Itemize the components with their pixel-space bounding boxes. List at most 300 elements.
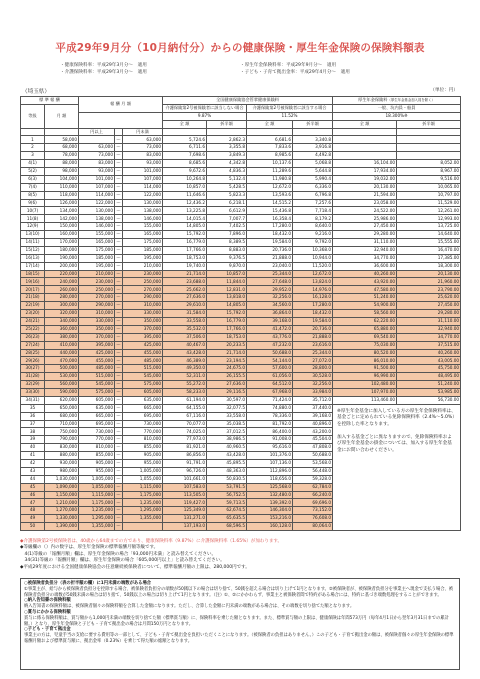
prefecture-label: （埼玉県） [22, 89, 50, 95]
cell-kaigo-half: 45,504.0 [293, 436, 333, 444]
cell-kaigo-half: 9,792.0 [293, 239, 333, 247]
cell-grade: 12(9) [21, 223, 45, 231]
cell-pension-full: 54,900.00 [333, 302, 397, 310]
table-row [21, 239, 461, 247]
cell-health-half: 65,635.5 [207, 515, 247, 523]
cell-grade: 3 [21, 152, 45, 160]
cell-health-half: 9,376.5 [207, 254, 247, 262]
cell-pension-full: 17,934.00 [333, 168, 397, 176]
cell-range-sep: ～ [115, 262, 123, 270]
cell-health-full: 46,389.0 [163, 357, 207, 365]
cell-monthly: 118,000 [45, 191, 79, 199]
cell-range-sep: ～ [115, 310, 123, 318]
cell-range-to: 730,000 [123, 420, 163, 428]
cell-range-sep: ～ [115, 199, 123, 207]
cell-range-to: 455,000 [123, 349, 163, 357]
table-row [21, 325, 461, 333]
footnote: 4(1)等級の「報酬月額」欄は、厚生年金保険の場合「93,000円未満」と読み替えてください。 [20, 551, 216, 557]
cell-range-from: 290,000 [79, 302, 115, 310]
cell-range-sep: ～ [115, 373, 123, 381]
cell-pension-half: 9,516.00 [397, 175, 461, 183]
cell-kaigo-half: 14,976.0 [293, 286, 333, 294]
cell-range-sep: ～ [115, 475, 123, 483]
cell-pension-full: 47,580.00 [333, 286, 397, 294]
general-header: 一般、坑内員・船員 [333, 104, 461, 112]
cell-health-full: 119,427.0 [163, 499, 207, 507]
cell-range-from: 1,235,000 [79, 507, 115, 515]
cell-monthly: 880,000 [45, 452, 79, 460]
cell-range-sep: ～ [115, 436, 123, 444]
unit-label: （単位：円） [430, 88, 458, 93]
cell-kaigo-full: 25,344.0 [247, 270, 293, 278]
cell-health-half: 6,612.9 [207, 207, 247, 215]
cell-range-from: 230,000 [79, 278, 115, 286]
cell-health-half: 21,714.0 [207, 349, 247, 357]
cell-range-from: 175,000 [79, 246, 115, 254]
explain-text: 賞与に係る保険料額は、賞与額から1,000円未満の端数を切り捨てた額（標準賞与額）に、保険料率を乗じた額となります。また、標準賞与額の上限は、健康保険は年間573万円（毎年4月1日から翌年3月31日までの累計額。）となり、厚生年金保険と子ども・子育て拠出金の場合は月間150万円となります。 [24, 615, 449, 627]
cell-grade: 19(16) [21, 278, 45, 286]
cell-pension-half: 31,110.00 [397, 317, 461, 325]
cell-kaigo-full: 139,392.0 [247, 499, 293, 507]
cell-grade: 31(28) [21, 373, 45, 381]
cell-monthly: 142,000 [45, 215, 79, 223]
cell-grade: 37 [21, 420, 45, 428]
cell-pension-full [333, 144, 397, 152]
cell-kaigo-half: 16,128.0 [293, 294, 333, 302]
range-empty [79, 112, 163, 128]
cell-kaigo-half: 5,644.8 [293, 168, 333, 176]
cell-grade: 1 [21, 136, 45, 144]
cell-health-full: 61,194.0 [163, 396, 207, 404]
cell-grade: 2 [21, 144, 45, 152]
table-row [21, 175, 461, 183]
kyokai-header: 全国健康保険協会管掌健康保険料 [163, 97, 333, 105]
cell-health-half: 40,960.5 [207, 444, 247, 452]
cell-range-sep: ～ [115, 404, 123, 412]
range-to-sub: 円未満 [123, 128, 163, 136]
monthly-sub [45, 128, 79, 136]
cell-pension-half: 34,770.00 [397, 333, 461, 341]
cell-pension-full: 51,240.00 [333, 294, 397, 302]
cell-range-sep: ～ [115, 499, 123, 507]
cell-grade: 30(27) [21, 365, 45, 373]
cell-kaigo-full: 101,376.0 [247, 452, 293, 460]
cell-health-full: 49,350.0 [163, 365, 207, 373]
cell-range-from: 605,000 [79, 396, 115, 404]
cell-health-half: 24,675.0 [207, 365, 247, 373]
full-header: 全 額 [247, 120, 293, 128]
cell-health-half: 14,805.0 [207, 302, 247, 310]
cell-range-sep: ～ [115, 152, 123, 160]
cell-range-sep: ～ [115, 523, 123, 531]
cell-kaigo-half: 80,064.0 [293, 523, 333, 531]
cell-pension-full [333, 152, 397, 160]
cell-range-from: 350,000 [79, 325, 115, 333]
cell-health-full: 86,856.0 [163, 452, 207, 460]
cell-kaigo-full: 34,560.0 [247, 302, 293, 310]
cell-kaigo-full: 10,137.6 [247, 160, 293, 168]
cell-pension-half: 25,620.00 [397, 294, 461, 302]
cell-monthly: 650,000 [45, 404, 79, 412]
cell-range-to: 146,000 [123, 215, 163, 223]
cell-health-full: 27,636.0 [163, 294, 207, 302]
cell-range-to: 290,000 [123, 294, 163, 302]
cell-pension-full: 34,770.00 [333, 254, 397, 262]
cell-grade: 38 [21, 428, 45, 436]
cell-health-half: 4,342.8 [207, 160, 247, 168]
cell-kaigo-full: 107,136.0 [247, 459, 293, 467]
cell-health-full: 11,646.6 [163, 191, 207, 199]
cell-range-from: 270,000 [79, 294, 115, 302]
cell-monthly: 68,000 [45, 144, 79, 152]
cell-grade: 22(19) [21, 302, 45, 310]
cell-pension-full: 58,560.00 [333, 310, 397, 318]
cell-range-to: 1,005,000 [123, 467, 163, 475]
cell-health-half: 56,752.5 [207, 491, 247, 499]
cell-pension-full: 65,880.00 [333, 325, 397, 333]
cell-pension-half: 45,750.00 [397, 365, 461, 373]
cell-range-from [79, 136, 115, 144]
cell-kaigo-half: 33,984.0 [293, 388, 333, 396]
cell-grade: 43 [21, 467, 45, 475]
cell-kaigo-full: 7,833.6 [247, 144, 293, 152]
cell-health-full: 21,714.0 [163, 270, 207, 278]
cell-kaigo-full: 86,400.0 [247, 428, 293, 436]
cell-kaigo-half: 7,257.6 [293, 199, 333, 207]
cell-health-half: 12,831.0 [207, 286, 247, 294]
cell-kaigo-full: 21,888.0 [247, 254, 293, 262]
cell-health-half: 2,862.3 [207, 136, 247, 144]
cell-kaigo-half: 10,944.0 [293, 254, 333, 262]
cell-monthly: 440,000 [45, 349, 79, 357]
cell-monthly: 240,000 [45, 278, 79, 286]
cell-grade: 7(4) [21, 183, 45, 191]
table-body [21, 136, 461, 531]
cell-pension-half: 14,640.00 [397, 231, 461, 239]
cell-health-full: 81,921.0 [163, 444, 207, 452]
cell-range-from: 310,000 [79, 310, 115, 318]
cell-health-full: 7,698.6 [163, 152, 207, 160]
cell-health-half: 18,753.0 [207, 333, 247, 341]
cell-pension-half: 17,385.00 [397, 254, 461, 262]
cell-health-full: 29,610.0 [163, 302, 207, 310]
cell-grade: 40 [21, 444, 45, 452]
cell-range-sep: ～ [115, 381, 123, 389]
cell-range-from: 155,000 [79, 231, 115, 239]
cell-range-from: 210,000 [79, 270, 115, 278]
cell-kaigo-half: 19,584.0 [293, 317, 333, 325]
cell-range-sep: ～ [115, 294, 123, 302]
cell-health-full: 14,015.4 [163, 215, 207, 223]
cell-kaigo-full: 91,008.0 [247, 436, 293, 444]
range-from-sub: 円以上 [79, 128, 115, 136]
cell-range-from: 370,000 [79, 333, 115, 341]
cell-range-sep: ～ [115, 136, 123, 144]
cell-range-sep: ～ [115, 270, 123, 278]
cell-range-sep: ～ [115, 231, 123, 239]
half-header: 折半額 [293, 120, 333, 128]
cell-grade: 11(8) [21, 215, 45, 223]
cell-health-half: 7,402.5 [207, 223, 247, 231]
cell-monthly: 470,000 [45, 357, 79, 365]
cell-range-to: 63,000 [123, 136, 163, 144]
explain-text: 事業主の方は、児童手当の支給に要する費用等の一部として、子ども・子育て拠出金を負担いただくことになります。（被保険者の負担はありません。）この子ども・子育て拠出金の額は、被保険者個々の厚生年金保険の標準報酬月額および標準賞与額に、拠出金率（0.23%）を乗じて得た額の総額となります。 [24, 633, 454, 644]
cell-kaigo-half: 6,796.8 [293, 191, 333, 199]
cell-monthly: 980,000 [45, 467, 79, 475]
cell-range-to: 1,355,000 [123, 515, 163, 523]
cell-grade: 13(10) [21, 231, 45, 239]
cell-range-to: 185,000 [123, 246, 163, 254]
footnotes [20, 539, 460, 571]
table-row [21, 160, 461, 168]
cell-health-full: 137,193.0 [163, 523, 207, 531]
pension-note-1: ※厚生年金基金に加入している方の厚生年金保険料率は、基金ごとに定められている免除保険料率（2.4%～5.0%）を控除した率となります。 [337, 408, 456, 427]
cell-range-to: 605,000 [123, 388, 163, 396]
cell-grade: 4(1) [21, 160, 45, 168]
cell-health-half: 7,896.0 [207, 231, 247, 239]
table-row [21, 183, 461, 191]
cell-kaigo-full: 146,304.0 [247, 507, 293, 515]
cell-health-half: 5,428.5 [207, 183, 247, 191]
cell-range-to: 1,055,000 [123, 475, 163, 483]
full-header: 全 額 [333, 120, 397, 128]
cell-monthly: 590,000 [45, 388, 79, 396]
cell-kaigo-full: 6,681.6 [247, 136, 293, 144]
range-header: 報 酬 月 額 [79, 97, 163, 113]
cell-kaigo-full: 11,289.6 [247, 168, 293, 176]
cell-range-sep: ～ [115, 507, 123, 515]
cell-kaigo-full: 132,480.0 [247, 491, 293, 499]
cell-grade: 24(21) [21, 317, 45, 325]
cell-health-full: 33,558.0 [163, 317, 207, 325]
cell-pension-full: 21,594.00 [333, 191, 397, 199]
pension-note-2: 加入する基金ごとに異なりますので、免除保険料率および厚生年金基金の掛金については、加入する厚生年金基金にお問い合わせください。 [337, 434, 452, 453]
cell-kaigo-half: 9,216.0 [293, 231, 333, 239]
cell-pension-full [333, 136, 397, 144]
table-row [21, 278, 461, 286]
page-title: 平成29年9月分（10月納付分）からの健康保険・厚生年金保険の保険料額表 [55, 42, 425, 54]
range-sep-sub [115, 128, 123, 136]
cell-health-full: 18,753.0 [163, 254, 207, 262]
cell-range-from: 545,000 [79, 381, 115, 389]
cell-kaigo-half: 43,200.0 [293, 428, 333, 436]
cell-kaigo-full: 50,688.0 [247, 349, 293, 357]
cell-health-full: 96,726.0 [163, 467, 207, 475]
explain-heading: ○賞与にかかる保険料額 [24, 609, 71, 615]
cell-monthly: 710,000 [45, 420, 79, 428]
cell-health-full: 19,740.0 [163, 262, 207, 270]
table-row [21, 246, 461, 254]
cell-pension-full: 69,540.00 [333, 333, 397, 341]
cell-monthly: 750,000 [45, 428, 79, 436]
cell-pension-full: 40,260.00 [333, 270, 397, 278]
cell-kaigo-full: 153,216.0 [247, 515, 293, 523]
cell-pension-half [397, 144, 461, 152]
cell-range-sep: ～ [115, 483, 123, 491]
blank-sub [397, 128, 461, 136]
cell-kaigo-full: 61,056.0 [247, 373, 293, 381]
cell-pension-full: 102,480.00 [333, 381, 397, 389]
cell-monthly: 170,000 [45, 239, 79, 247]
cell-health-half: 4,836.3 [207, 168, 247, 176]
cell-monthly: 134,000 [45, 207, 79, 215]
table-row [21, 310, 461, 318]
cell-pension-half: 20,130.00 [397, 270, 461, 278]
cell-monthly: 620,000 [45, 396, 79, 404]
cell-health-full: 52,311.0 [163, 373, 207, 381]
child-rate-note: ・子ども・子育て拠出金率：平成29年4月分～ 適用 [240, 70, 350, 75]
cell-pension-half: 11,529.00 [397, 199, 461, 207]
cell-range-from: 146,000 [79, 223, 115, 231]
table-row [21, 136, 461, 144]
cell-range-sep: ～ [115, 207, 123, 215]
cell-pension-full: 86,010.00 [333, 357, 397, 365]
cell-grade: 44 [21, 475, 45, 483]
cell-kaigo-full: 29,952.0 [247, 286, 293, 294]
cell-range-sep: ～ [115, 317, 123, 325]
cell-kaigo-full: 32,256.0 [247, 294, 293, 302]
cell-kaigo-full: 16,358.4 [247, 215, 293, 223]
rate-pension: 18.300%※ [333, 112, 461, 120]
cell-pension-half: 48,495.00 [397, 373, 461, 381]
cell-pension-half: 18,300.00 [397, 262, 461, 270]
cell-health-half: 53,791.5 [207, 483, 247, 491]
cell-range-to: 370,000 [123, 325, 163, 333]
cell-range-sep: ～ [115, 428, 123, 436]
explanation-box [20, 578, 460, 670]
cell-grade: 39 [21, 436, 45, 444]
cell-health-full: 58,233.0 [163, 388, 207, 396]
cell-grade: 29(26) [21, 357, 45, 365]
half-header: 折半額 [207, 120, 247, 128]
cell-pension-full: 107,970.00 [333, 388, 397, 396]
cell-grade: 25(22) [21, 325, 45, 333]
full-header: 全 額 [163, 120, 207, 128]
cell-grade: 26(23) [21, 333, 45, 341]
cell-range-to: 665,000 [123, 404, 163, 412]
cell-kaigo-full: 74,880.0 [247, 404, 293, 412]
cell-range-to: 83,000 [123, 152, 163, 160]
cell-range-to: 770,000 [123, 428, 163, 436]
cell-range-sep: ～ [115, 349, 123, 357]
table-row [21, 404, 461, 412]
table-row [21, 270, 461, 278]
cell-kaigo-full: 54,144.0 [247, 357, 293, 365]
cell-pension-half: 16,470.00 [397, 246, 461, 254]
cell-pension-full: 75,030.00 [333, 341, 397, 349]
cell-health-full: 107,583.0 [163, 483, 207, 491]
cell-range-to: 175,000 [123, 239, 163, 247]
cell-range-from: 122,000 [79, 199, 115, 207]
cell-range-from: 93,000 [79, 168, 115, 176]
footnote: ◆介護保険第2号被保険者は、40歳から64歳までの方であり、健康保険料率（9.87%）に介護保険料率（1.65%）が加わります。 [20, 539, 283, 544]
cell-kaigo-half: 5,990.4 [293, 175, 333, 183]
cell-range-sep: ～ [115, 254, 123, 262]
cell-kaigo-half: 17,280.0 [293, 302, 333, 310]
cell-kaigo-full: 12,672.0 [247, 183, 293, 191]
cell-range-to: 810,000 [123, 436, 163, 444]
cell-kaigo-full: 95,616.0 [247, 444, 293, 452]
cell-kaigo-full: 14,515.2 [247, 199, 293, 207]
cell-kaigo-full: 13,593.6 [247, 191, 293, 199]
cell-health-full: 31,584.0 [163, 310, 207, 318]
cell-monthly: 180,000 [45, 246, 79, 254]
cell-range-sep: ～ [115, 246, 123, 254]
cell-grade: 46 [21, 491, 45, 499]
cell-range-from: 1,295,000 [79, 515, 115, 523]
cell-kaigo-half: 56,448.0 [293, 467, 333, 475]
cell-pension-half [397, 152, 461, 160]
cell-kaigo-half: 59,328.0 [293, 475, 333, 483]
cell-monthly: 1,270,000 [45, 507, 79, 515]
cell-monthly: 1,090,000 [45, 483, 79, 491]
cell-range-to: 114,000 [123, 183, 163, 191]
cell-grade: 45 [21, 483, 45, 491]
table-row [21, 365, 461, 373]
cell-monthly: 830,000 [45, 444, 79, 452]
cell-pension-half: 32,940.00 [397, 325, 461, 333]
table-row [21, 373, 461, 381]
cell-health-half: 8,883.0 [207, 246, 247, 254]
cell-kaigo-half: 5,068.8 [293, 160, 333, 168]
cell-monthly: 530,000 [45, 373, 79, 381]
cell-range-from: 905,000 [79, 459, 115, 467]
cell-range-sep: ～ [115, 144, 123, 152]
cell-monthly: 1,390,000 [45, 523, 79, 531]
cell-range-from: 485,000 [79, 365, 115, 373]
cell-range-from: 1,355,000 [79, 523, 115, 531]
cell-range-sep: ～ [115, 239, 123, 247]
cell-range-sep: ～ [115, 396, 123, 404]
cell-range-from: 138,000 [79, 215, 115, 223]
cell-health-full: 25,662.0 [163, 286, 207, 294]
cell-range-sep: ～ [115, 223, 123, 231]
cell-monthly: 1,030,000 [45, 475, 79, 483]
cell-grade: 47 [21, 499, 45, 507]
cell-kaigo-half: 73,152.0 [293, 507, 333, 515]
explain-text: 納入告知書の保険料額は、被保険者個々の保険料額を合算した金額になります。ただし、合算した金額に円未満の端数がある場合は、その端数を切り捨てた額となります。 [24, 604, 355, 610]
cell-pension-full: 25,986.00 [333, 215, 397, 223]
cell-pension-full: 32,940.00 [333, 246, 397, 254]
cell-range-from: 114,000 [79, 191, 115, 199]
cell-range-sep: ～ [115, 341, 123, 349]
cell-health-half: 59,713.5 [207, 499, 247, 507]
cell-kaigo-full: 57,600.0 [247, 365, 293, 373]
cell-grade: 16(13) [21, 254, 45, 262]
cell-range-to: 195,000 [123, 254, 163, 262]
cell-range-from: 250,000 [79, 286, 115, 294]
cell-health-full: 10,857.0 [163, 183, 207, 191]
cell-health-full: 16,779.0 [163, 239, 207, 247]
grade-sub [21, 128, 45, 136]
table-row [21, 286, 461, 294]
cell-range-to: 1,175,000 [123, 491, 163, 499]
cell-range-to: 515,000 [123, 365, 163, 373]
cell-health-full: 35,532.0 [163, 325, 207, 333]
kaigo-header: 介護保険第2号被保険者に該当する場合 [247, 104, 333, 112]
cell-health-full: 5,724.6 [163, 136, 207, 144]
cell-range-sep: ～ [115, 515, 123, 523]
cell-kaigo-full: 18,432.0 [247, 231, 293, 239]
cell-health-half: 38,986.5 [207, 436, 247, 444]
pension-side-note [333, 404, 461, 530]
cell-range-to: 575,000 [123, 381, 163, 389]
cell-pension-half: 13,725.00 [397, 223, 461, 231]
health-rate-note: ・健康保険料率：平成29年3月分～ 適用 [60, 63, 147, 68]
cell-kaigo-half: 30,528.0 [293, 373, 333, 381]
cell-range-to [123, 523, 163, 531]
cell-range-to: 350,000 [123, 317, 163, 325]
